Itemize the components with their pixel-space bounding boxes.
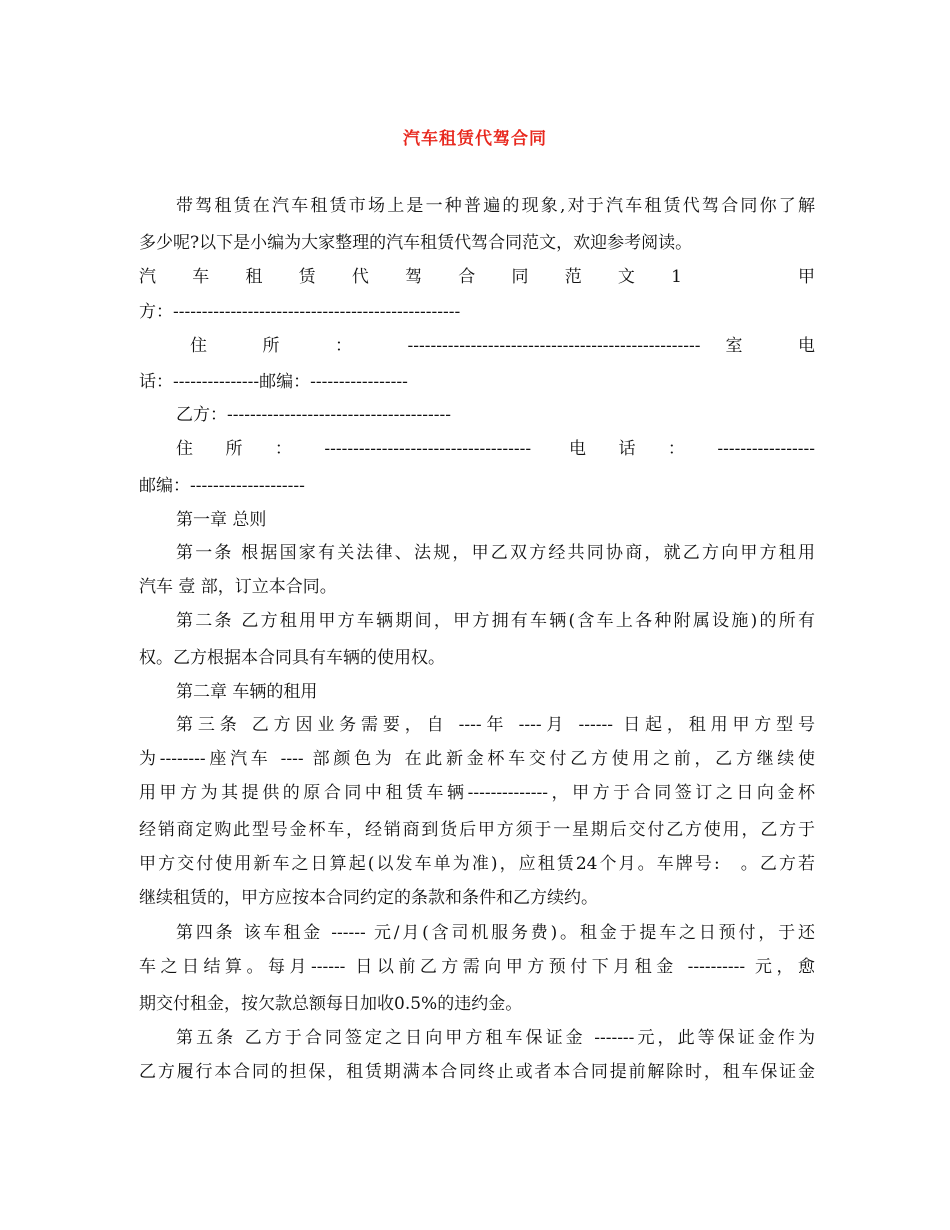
text-line: 多少呢?以下是小编为大家整理的汽车租赁代驾合同范文，欢迎参考阅读。	[139, 233, 693, 253]
text-line: 第一条 根据国家有关法律、法规，甲乙双方经共同协商，就乙方向甲方租用	[176, 543, 815, 563]
document-title: 汽车租赁代驾合同	[403, 129, 547, 149]
chapter-heading: 第二章 车辆的租用	[176, 682, 318, 702]
text-line: 带驾租赁在汽车租赁市场上是一种普遍的现象,对于汽车租赁代驾合同你了解	[176, 196, 815, 216]
text-line: 住所：------------------------------------ 电话：-----------------	[176, 439, 815, 459]
text-line: 经销商定购此型号金杯车，经销商到货后甲方须于一星期后交付乙方使用，乙方于	[139, 820, 815, 840]
text-line: 甲方交付使用新车之日算起(以发车单为准)，应租赁24个月。车牌号: 。乙方若	[139, 854, 815, 874]
text-line: 乙方履行本合同的担保，租赁期满本合同终止或者本合同提前解除时，租车保证金	[139, 1062, 815, 1082]
text-line: 权。乙方根据本合同具有车辆的使用权。	[139, 648, 445, 668]
text-line: 第二条 乙方租用甲方车辆期间，甲方拥有车辆(含车上各种附属设施)的所有	[176, 611, 815, 631]
text-line: 乙方：---------------------------------------	[176, 405, 452, 425]
chapter-heading: 第一章 总则	[176, 510, 267, 530]
text-line: 汽车 壹 部，订立本合同。	[139, 577, 337, 597]
text-line: 方：--------------------------------------------------	[139, 302, 461, 322]
text-line: 继续租赁的，甲方应按本合同约定的条款和条件和乙方续约。	[139, 888, 598, 908]
text-line: 汽 车 租 赁 代 驾 合 同 范 文 1 甲	[139, 267, 815, 287]
text-line: 第五条 乙方于合同签定之日向甲方租车保证金 -------元，此等保证金作为	[176, 1028, 815, 1048]
text-line: 为--------座汽车 ---- 部颜色为 在此新金杯车交付乙方使用之前，乙方继续使	[139, 749, 815, 769]
text-line: 邮编：--------------------	[139, 476, 305, 496]
text-line: 车之日结算。每月------ 日以前乙方需向甲方预付下月租金 ---------- 元，愈	[139, 957, 815, 977]
text-line: 第四条 该车租金 ------ 元/月(含司机服务费)。租金于提车之日预付，于还	[176, 923, 815, 943]
text-line: 话：---------------邮编：-----------------	[139, 372, 408, 392]
text-line: 期交付租金，按欠款总额每日加收0.5%的违约金。	[139, 994, 523, 1014]
text-line: 第三条 乙方因业务需要，自 ----年 ----月 ------ 日起，租用甲方型号	[176, 715, 815, 735]
text-line: 用甲方为其提供的原合同中租赁车辆--------------，甲方于合同签订之日向金杯	[139, 783, 815, 803]
text-line: 住 所 ： ---------------------------------------------------室 电	[190, 336, 815, 356]
